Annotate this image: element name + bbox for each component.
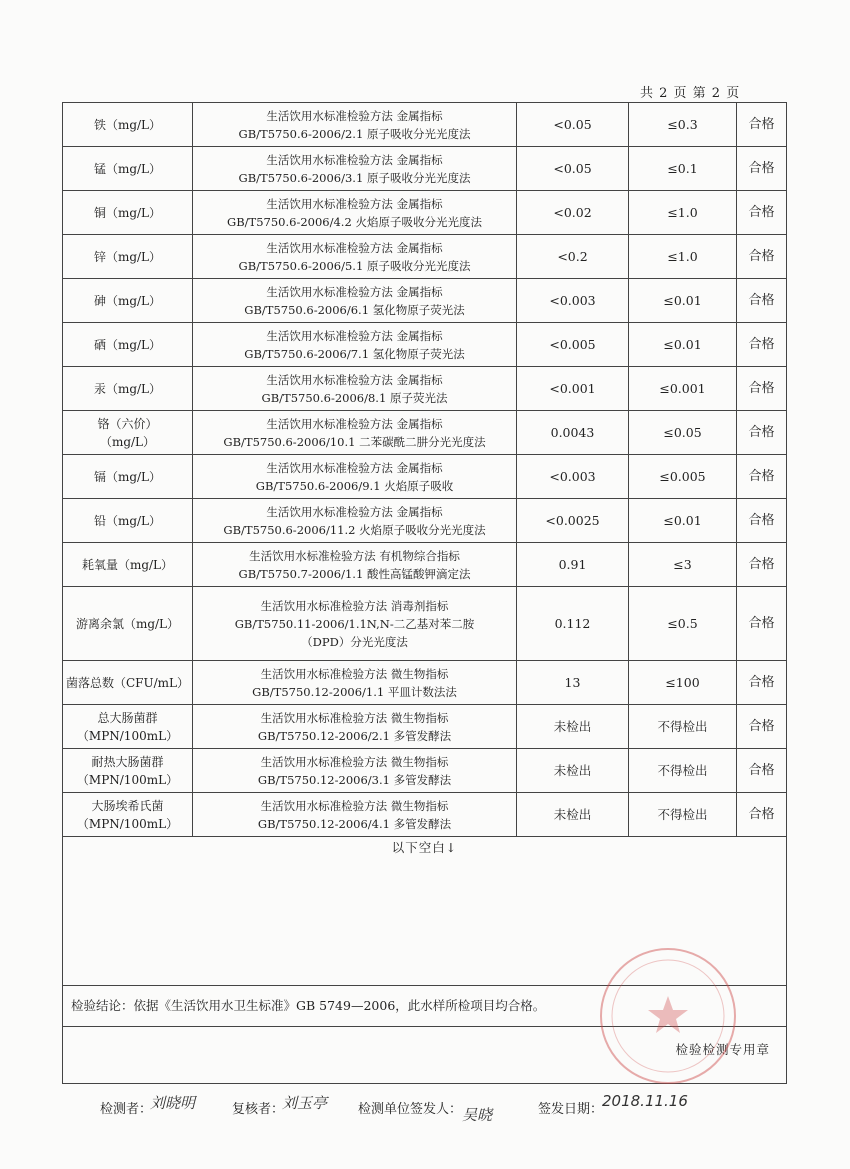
table-row	[63, 749, 787, 793]
method-cell	[193, 191, 517, 235]
method-cell	[193, 411, 517, 455]
method-line-3: （DPD）分光光度法	[301, 634, 408, 649]
limit-cell: ≤1.0	[629, 235, 737, 279]
method-line-2: GB/T5750.6-2006/8.1 原子荧光法	[261, 390, 448, 405]
blank-area	[63, 837, 787, 986]
table-row	[63, 147, 787, 191]
table-row	[63, 411, 787, 455]
judgement-cell: 合格	[737, 411, 787, 455]
item-cell	[63, 499, 193, 543]
item-cell	[63, 191, 193, 235]
method-cell	[193, 749, 517, 793]
item-cell	[63, 749, 193, 793]
item-name: 耗氧量（mg/L）	[81, 557, 174, 572]
method-line-2: GB/T5750.6-2006/5.1 原子吸收分光光度法	[238, 258, 471, 273]
limit-cell: ≤1.0	[629, 191, 737, 235]
table-row	[63, 235, 787, 279]
result-cell: 13	[517, 661, 629, 705]
item-name: 总大肠菌群	[97, 710, 158, 725]
judgement-cell: 合格	[737, 367, 787, 411]
signer-signature: 吴晓	[462, 1106, 493, 1124]
result-cell: <0.05	[517, 147, 629, 191]
method-cell	[193, 235, 517, 279]
judgement-cell: 合格	[737, 235, 787, 279]
method-cell	[193, 499, 517, 543]
method-line-2: GB/T5750.6-2006/4.2 火焰原子吸收分光光度法	[227, 214, 482, 229]
table-row	[63, 793, 787, 837]
limit-cell: ≤0.01	[629, 323, 737, 367]
method-line-1: 生活饮用水标准检验方法 微生物指标	[260, 798, 449, 813]
judgement-cell: 合格	[737, 323, 787, 367]
item-name: 汞（mg/L）	[93, 381, 162, 396]
method-cell	[193, 455, 517, 499]
judgement-cell: 合格	[737, 749, 787, 793]
limit-cell: ≤0.005	[629, 455, 737, 499]
stamp-row	[63, 1027, 787, 1084]
blank-row	[63, 837, 787, 986]
table-row	[63, 705, 787, 749]
stamp-label: 检验检测专用章	[675, 1042, 770, 1057]
judgement-cell: 合格	[737, 455, 787, 499]
limit-cell: 不得检出	[629, 749, 737, 793]
item-name: 铜（mg/L）	[93, 205, 162, 220]
issue-date: 2018.11.16	[602, 1092, 688, 1110]
judgement-cell: 合格	[737, 793, 787, 837]
item-name: 镉（mg/L）	[93, 469, 162, 484]
limit-cell: ≤0.01	[629, 279, 737, 323]
method-line-2: GB/T5750.6-2006/7.1 氢化物原子荧光法	[244, 346, 465, 361]
result-cell: <0.2	[517, 235, 629, 279]
inspection-table	[62, 102, 787, 1084]
method-line-1: 生活饮用水标准检验方法 微生物指标	[260, 666, 449, 681]
table-row	[63, 661, 787, 705]
item-cell	[63, 367, 193, 411]
judgement-cell: 合格	[737, 661, 787, 705]
conclusion: 检验结论：依据《生活饮用水卫生标准》GB 5749—2006，此水样所检项目均合格。	[63, 986, 787, 1027]
item-cell	[63, 543, 193, 587]
item-cell	[63, 103, 193, 147]
method-line-2: GB/T5750.12-2006/4.1 多管发酵法	[257, 816, 452, 831]
method-line-1: 生活饮用水标准检验方法 金属指标	[266, 460, 443, 475]
method-line-1: 生活饮用水标准检验方法 微生物指标	[260, 754, 449, 769]
item-name: 菌落总数（CFU/mL）	[65, 675, 189, 690]
result-cell: <0.0025	[517, 499, 629, 543]
method-line-2: GB/T5750.12-2006/2.1 多管发酵法	[257, 728, 452, 743]
result-cell: 未检出	[517, 793, 629, 837]
limit-cell: ≤3	[629, 543, 737, 587]
limit-cell: ≤0.05	[629, 411, 737, 455]
item-unit: （mg/L）	[99, 434, 156, 449]
result-cell: <0.003	[517, 455, 629, 499]
judgement-cell: 合格	[737, 705, 787, 749]
method-line-2: GB/T5750.12-2006/3.1 多管发酵法	[257, 772, 452, 787]
judgement-cell: 合格	[737, 191, 787, 235]
result-cell: 未检出	[517, 705, 629, 749]
method-line-2: GB/T5750.6-2006/11.2 火焰原子吸收分光光度法	[223, 522, 486, 537]
item-cell	[63, 455, 193, 499]
table-row	[63, 587, 787, 661]
table-row	[63, 103, 787, 147]
item-cell	[63, 661, 193, 705]
method-line-1: 生活饮用水标准检验方法 有机物综合指标	[249, 548, 460, 563]
method-line-1: 生活饮用水标准检验方法 金属指标	[266, 284, 443, 299]
item-unit: （MPN/100mL）	[76, 728, 179, 743]
method-cell	[193, 147, 517, 191]
table-row	[63, 279, 787, 323]
item-cell	[63, 147, 193, 191]
judgement-cell: 合格	[737, 543, 787, 587]
inspector-label: 检测者：	[100, 1102, 153, 1117]
method-cell	[193, 705, 517, 749]
method-cell	[193, 103, 517, 147]
table-row	[63, 455, 787, 499]
inspector-signature: 刘晓明	[150, 1094, 196, 1112]
result-cell: 0.91	[517, 543, 629, 587]
table-row	[63, 367, 787, 411]
method-line-1: 生活饮用水标准检验方法 微生物指标	[260, 710, 449, 725]
method-line-1: 生活饮用水标准检验方法 金属指标	[266, 372, 443, 387]
method-line-1: 生活饮用水标准检验方法 金属指标	[266, 240, 443, 255]
result-cell: 0.112	[517, 587, 629, 661]
item-cell	[63, 323, 193, 367]
method-cell	[193, 543, 517, 587]
item-unit: （MPN/100mL）	[76, 772, 179, 787]
method-line-1: 生活饮用水标准检验方法 金属指标	[266, 108, 443, 123]
result-cell: <0.05	[517, 103, 629, 147]
item-name: 大肠埃希氏菌	[91, 798, 164, 813]
item-name: 铁（mg/L）	[93, 117, 162, 132]
result-cell: 未检出	[517, 749, 629, 793]
item-cell	[63, 235, 193, 279]
limit-cell: 不得检出	[629, 705, 737, 749]
item-name: 锌（mg/L）	[93, 249, 162, 264]
method-line-2: GB/T5750.6-2006/2.1 原子吸收分光光度法	[238, 126, 471, 141]
result-cell: <0.02	[517, 191, 629, 235]
judgement-cell: 合格	[737, 499, 787, 543]
method-line-1: 生活饮用水标准检验方法 金属指标	[266, 328, 443, 343]
result-cell: 0.0043	[517, 411, 629, 455]
judgement-cell: 合格	[737, 103, 787, 147]
result-cell: <0.003	[517, 279, 629, 323]
blank-note: 以下空白↓	[391, 840, 458, 855]
method-cell	[193, 279, 517, 323]
method-cell	[193, 661, 517, 705]
item-cell	[63, 793, 193, 837]
method-line-2: GB/T5750.6-2006/10.1 二苯碳酰二肼分光光度法	[223, 434, 486, 449]
item-cell	[63, 587, 193, 661]
item-name: 游离余氯（mg/L）	[75, 616, 180, 631]
item-name: 砷（mg/L）	[93, 293, 162, 308]
item-name: 硒（mg/L）	[93, 337, 162, 352]
method-line-2: GB/T5750.7-2006/1.1 酸性高锰酸钾滴定法	[238, 566, 471, 581]
conclusion-row	[63, 986, 787, 1027]
limit-cell: ≤100	[629, 661, 737, 705]
reviewer-label: 复核者：	[232, 1102, 285, 1117]
inspection-rows	[63, 103, 787, 837]
method-line-1: 生活饮用水标准检验方法 金属指标	[266, 416, 443, 431]
reviewer-signature: 刘玉亭	[282, 1094, 328, 1112]
method-cell	[193, 587, 517, 661]
item-cell	[63, 411, 193, 455]
method-line-2: GB/T5750.12-2006/1.1 平皿计数法法	[252, 684, 457, 699]
limit-cell: ≤0.5	[629, 587, 737, 661]
method-cell	[193, 367, 517, 411]
judgement-cell: 合格	[737, 279, 787, 323]
page-number: 共 2 页 第 2 页	[640, 86, 741, 101]
method-line-2: GB/T5750.11-2006/1.1N,N-二乙基对苯二胺	[234, 616, 475, 631]
item-name: 铅（mg/L）	[93, 513, 162, 528]
signature-line	[100, 1092, 800, 1142]
judgement-cell: 合格	[737, 587, 787, 661]
method-cell	[193, 793, 517, 837]
item-name: 铬（六价）	[97, 416, 158, 431]
result-cell: <0.001	[517, 367, 629, 411]
table-row	[63, 323, 787, 367]
judgement-cell: 合格	[737, 147, 787, 191]
stamp-area	[63, 1027, 787, 1084]
limit-cell: ≤0.01	[629, 499, 737, 543]
limit-cell: 不得检出	[629, 793, 737, 837]
item-name: 耐热大肠菌群	[91, 754, 164, 769]
method-cell	[193, 323, 517, 367]
item-name: 锰（mg/L）	[93, 161, 162, 176]
signer-label: 检测单位签发人：	[358, 1102, 463, 1117]
table-row	[63, 191, 787, 235]
limit-cell: ≤0.1	[629, 147, 737, 191]
date-label: 签发日期：	[538, 1102, 604, 1117]
item-cell	[63, 279, 193, 323]
limit-cell: ≤0.3	[629, 103, 737, 147]
method-line-1: 生活饮用水标准检验方法 金属指标	[266, 504, 443, 519]
method-line-1: 生活饮用水标准检验方法 金属指标	[266, 196, 443, 211]
result-cell: <0.005	[517, 323, 629, 367]
table-row	[63, 543, 787, 587]
method-line-2: GB/T5750.6-2006/3.1 原子吸收分光光度法	[238, 170, 471, 185]
method-line-1: 生活饮用水标准检验方法 金属指标	[266, 152, 443, 167]
method-line-1: 生活饮用水标准检验方法 消毒剂指标	[260, 598, 449, 613]
table-row	[63, 499, 787, 543]
method-line-2: GB/T5750.6-2006/9.1 火焰原子吸收	[255, 478, 454, 493]
method-line-2: GB/T5750.6-2006/6.1 氢化物原子荧光法	[244, 302, 465, 317]
limit-cell: ≤0.001	[629, 367, 737, 411]
item-unit: （MPN/100mL）	[76, 816, 179, 831]
item-cell	[63, 705, 193, 749]
